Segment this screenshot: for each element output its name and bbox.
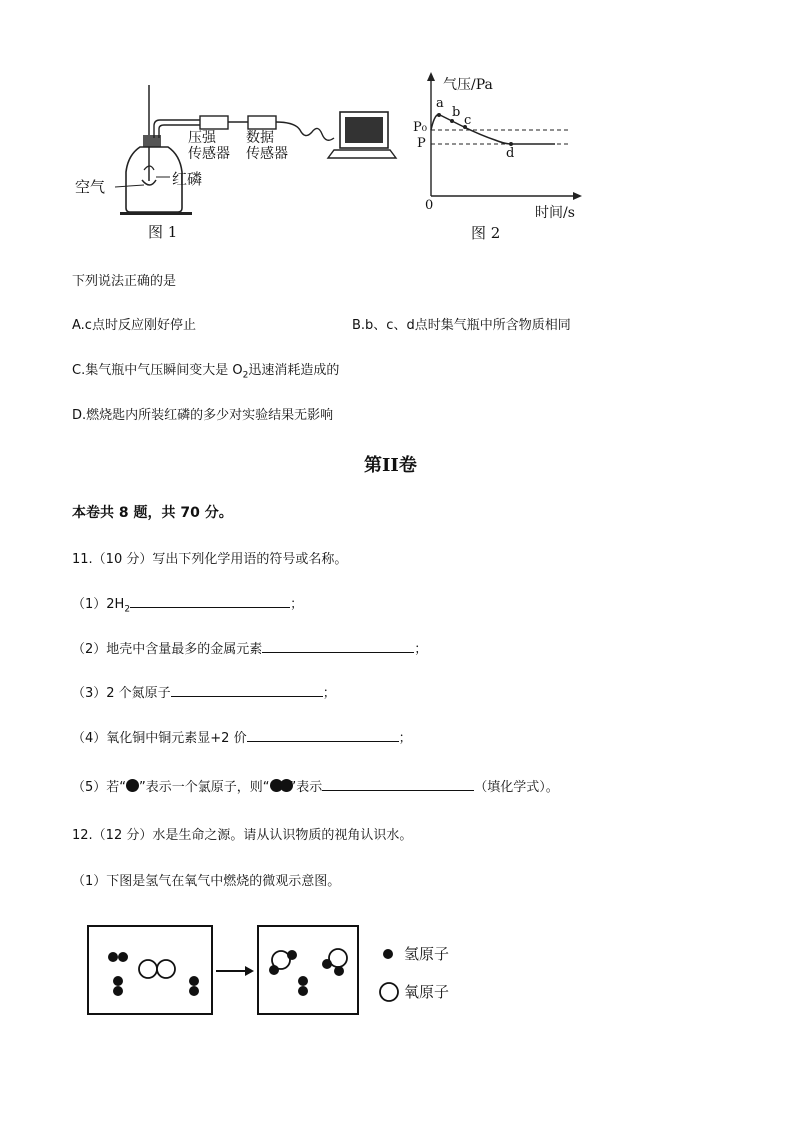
question-11-item-2: [72, 638, 427, 657]
option-c-prefix: C.集气瓶中气压瞬间变大是 O: [72, 363, 243, 378]
point-d-label: d: [506, 146, 515, 161]
question-11-item-3: [72, 682, 336, 701]
apparatus-drawing: [70, 80, 400, 245]
item-4-prefix: （4）氧化铜中铜元素显+2 价: [72, 731, 247, 746]
option-c-suffix: 迅速消耗造成的: [248, 363, 340, 378]
chlorine-molecule-icon: [270, 779, 290, 792]
question-11-item-4: [72, 727, 412, 746]
p0-label: P₀: [413, 120, 427, 135]
option-c: [72, 359, 339, 381]
option-d: D.燃烧匙内所装红磷的多少对实验结果无影响: [72, 408, 334, 423]
figure-1-apparatus: [70, 80, 400, 245]
point-a-label: a: [436, 96, 444, 111]
figure-2-caption: 图 2: [471, 224, 501, 242]
figure-2-pressure-graph: [405, 68, 605, 248]
hydrogen-combustion-micro-diagram: [82, 918, 472, 1028]
question-11-item-5: [72, 776, 559, 795]
item-1-subscript: 2: [124, 604, 131, 615]
option-a: A.c点时反应刚好停止: [72, 318, 196, 333]
legend-oxygen-atom: 氧原子: [404, 983, 450, 1001]
item-1-prefix: （1）2H: [72, 597, 125, 612]
item-3-prefix: （3）2 个氮原子: [72, 686, 171, 701]
section-2-title: 第II卷: [364, 455, 417, 476]
question-11-item-1: [72, 593, 303, 615]
answer-blank-3[interactable]: [171, 684, 323, 697]
y-axis-label: 气压/Pa: [443, 77, 493, 93]
p-label: P: [417, 136, 426, 151]
point-c-label: c: [464, 113, 472, 128]
pressure-sensor-label: [188, 130, 230, 162]
item-2-end: ；: [414, 642, 428, 657]
chlorine-atom-icon: [126, 779, 139, 792]
answer-blank-1[interactable]: [130, 595, 290, 608]
question-12-stem: 12.（12 分）水是生命之源。请从认识物质的视角认识水。: [72, 828, 413, 843]
item-5-part-c: ”表示: [289, 780, 323, 795]
item-3-end: ；: [322, 686, 336, 701]
item-4-end: ；: [398, 731, 412, 746]
pressure-sensor-line1: 压强: [188, 130, 216, 146]
option-c-subscript: 2: [242, 370, 249, 381]
option-b: B.b、c、d点时集气瓶中所含物质相同: [352, 318, 571, 333]
section-2-intro: 本卷共 8 题，共 70 分。: [72, 505, 233, 521]
x-axis-label: 时间/s: [535, 205, 575, 221]
answer-blank-5[interactable]: [322, 778, 474, 791]
question-11-stem: 11.（10 分）写出下列化学用语的符号或名称。: [72, 552, 348, 567]
micro-diagram-drawing: [82, 918, 472, 1028]
answer-blank-2[interactable]: [262, 640, 414, 653]
question-12-item-1: （1）下图是氢气在氧气中燃烧的微观示意图。: [72, 874, 341, 889]
origin-label: 0: [425, 198, 434, 213]
data-sensor-line2: 传感器: [246, 146, 288, 162]
question-10-stem: 下列说法正确的是: [72, 274, 177, 289]
figure-1-caption: 图 1: [148, 223, 178, 241]
data-sensor-label: [246, 130, 288, 162]
pressure-curve-drawing: [405, 68, 605, 248]
answer-blank-4[interactable]: [247, 729, 399, 742]
item-1-end: ；: [290, 597, 304, 612]
label-air: 空气: [75, 178, 106, 196]
pressure-sensor-line2: 传感器: [188, 146, 230, 162]
legend-hydrogen-atom: 氢原子: [404, 945, 450, 963]
item-5-part-b: ”表示一个氯原子，则“: [139, 780, 270, 795]
point-b-label: b: [452, 105, 461, 120]
item-5-part-d: （填化学式）。: [474, 780, 559, 795]
label-red-phosphorus: 红磷: [172, 170, 203, 188]
item-2-prefix: （2）地壳中含量最多的金属元素: [72, 642, 263, 657]
item-5-part-a: （5）若“: [72, 780, 127, 795]
data-sensor-line1: 数据: [246, 130, 274, 146]
